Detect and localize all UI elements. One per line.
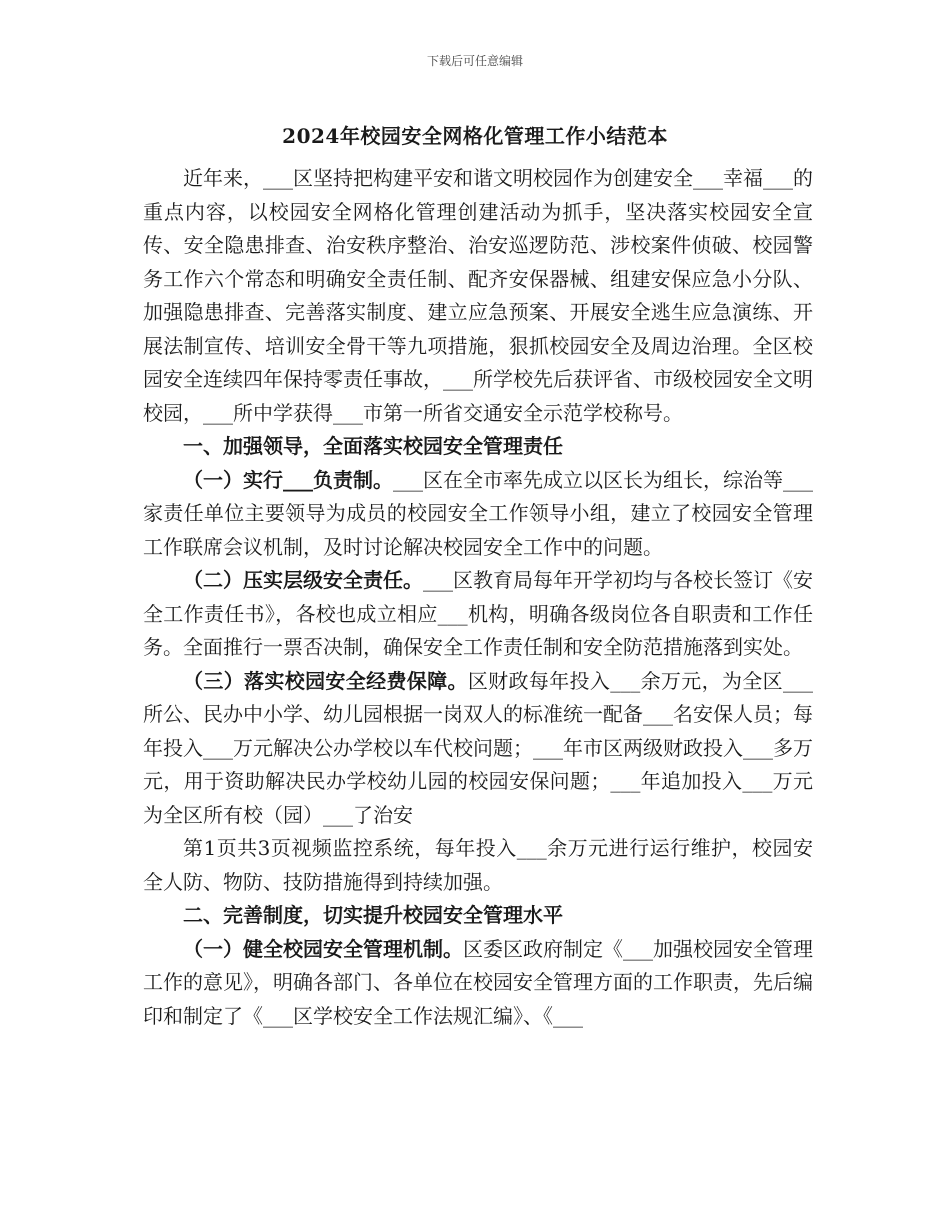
header-note: 下载后可任意编辑 [426, 54, 523, 68]
paragraph-text: ___区教育局每年开学初均与各校长签订《安全工作责任书》，各校也成立相应___机构，明确各级岗位各自职责和工作任务。全面推行一票否决制，确保安全工作责任制和安全防范措施落到实处。 [143, 568, 813, 659]
paragraph-lead: （二）压实层级安全责任。 [183, 568, 423, 592]
paragraph-text: ___区在全市率先成立以区长为组长，综治等___家责任单位主要领导为成员的校园安全工作领导小组，建立了校园安全管理工作联席会议机制，及时讨论解决校园安全工作中的问题。 [143, 467, 813, 559]
section-1-paragraph-4: 第1页共3页视频监控系统，每年投入___余万元进行运行维护，校园安全人防、物防、技防措施得到持续加强。 [143, 836, 813, 894]
paragraph-lead: （三）落实校园安全经费保障。 [183, 668, 468, 693]
document-body [143, 162, 813, 1033]
paragraph-lead: （一）健全校园安全管理机制。 [183, 936, 463, 961]
document-title: 2024年校园安全网格化管理工作小结范本 [282, 124, 668, 148]
section-2-heading: 二、完善制度，切实提升校园安全管理水平 [183, 903, 563, 927]
section-1-paragraph-1 [143, 464, 813, 565]
paragraph-lead: （一）实行___负责制。 [183, 467, 393, 492]
section-1-heading: 一、加强领导，全面落实校园安全管理责任 [183, 434, 563, 458]
section-2-paragraph-1 [143, 933, 813, 1034]
section-1-paragraph-2 [143, 564, 813, 665]
paragraph-text: 区委区政府制定《___加强校园安全管理工作的意见》，明确各部门、各单位在校园安全管理方面的工作职责，先后编印和制定了《___区学校安全工作法规汇编》、《___ [143, 936, 813, 1028]
paragraph-text: 区财政每年投入___余万元，为全区___所公、民办中小学、幼儿园根据一岗双人的标准统一配备___名安保人员；每年投入___万元解决公办学校以车代校问题；___年市区两级财政投入___多万元，用于资助解决民办学校幼儿园的校园安保问题；___年追加投入___万元为全区所有校（园）___了治安 [143, 668, 814, 827]
intro-paragraph: 近年来，___区坚持把构建平安和谐文明校园作为创建安全___幸福___的重点内容，以校园安全网格化管理创建活动为抓手，坚决落实校园安全宣传、安全隐患排查、治安秩序整治、治安巡逻防范、涉校案件侦破、校园警务工作六个常态和明确安全责任制、配齐安保器械、组建安保应急小分队、加强隐患排查、完善落实制度、建立应急预案、开展安全逃生应急演练、开展法制宣传、培训安全骨干等九项措施，狠抓校园安全及周边治理。全区校园安全连续四年保持零责任事故，___所学校先后获评省、市级校园安全文明校园，___所中学获得___市第一所省交通安全示范学校称号。 [143, 166, 813, 425]
section-1-paragraph-3 [143, 665, 813, 833]
